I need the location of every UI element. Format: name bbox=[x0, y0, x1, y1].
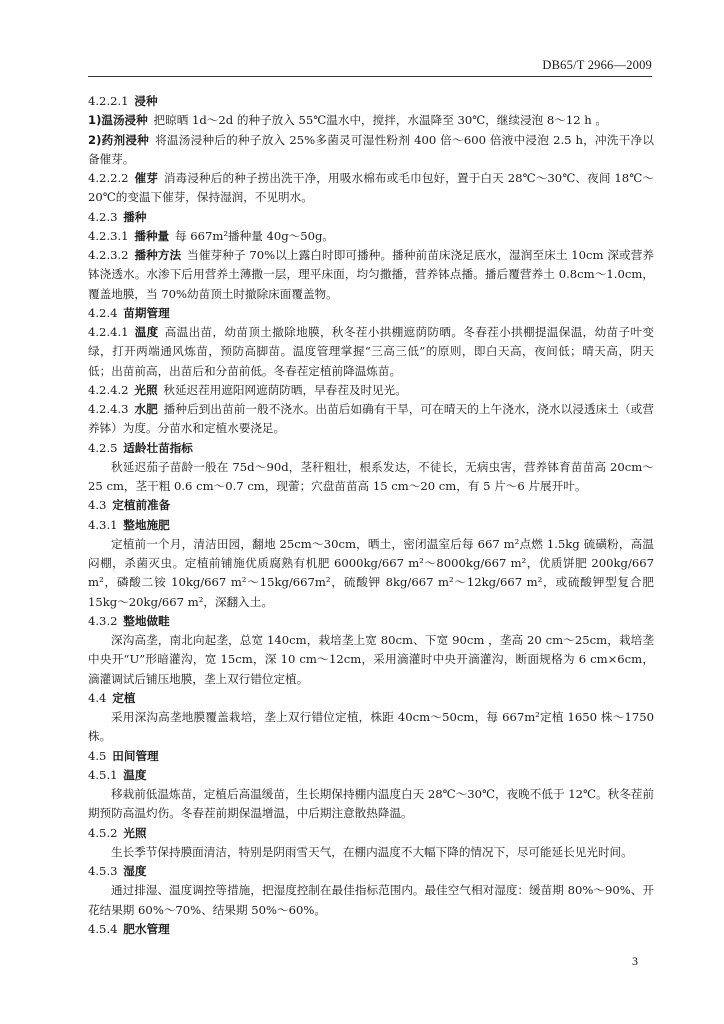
section-title: 播种方法 bbox=[134, 248, 182, 262]
section-number: 4.2.4.2 bbox=[88, 382, 129, 397]
section-number: 4.5.4 bbox=[88, 921, 118, 936]
section-s454 bbox=[88, 920, 654, 939]
page-number: 3 bbox=[632, 954, 638, 968]
section-title: 水肥 bbox=[134, 402, 158, 416]
section-number: 4.5.1 bbox=[88, 767, 118, 782]
section-s451 bbox=[88, 766, 654, 785]
section-s4232 bbox=[88, 246, 654, 304]
section-number: 4.5 bbox=[88, 748, 107, 763]
section-title: 催芽 bbox=[134, 171, 158, 185]
section-text: 当催芽种子 70%以上露白时即可播种。播种前苗床浇足底水，湿润至床土 10cm 深或营养钵浇透水。水渗下后用营养土薄撒一层，理平床面，均匀撒播，营养钵点播。播后覆营养土 0.8cm～1.0cm，覆盖地膜，当 70%幼苗顶土时撤除床面覆盖物。 bbox=[88, 248, 654, 301]
section-s44 bbox=[88, 689, 654, 708]
section-number: 4.3.2 bbox=[88, 613, 118, 628]
section-s423 bbox=[88, 208, 654, 227]
section-title: 适龄壮苗指标 bbox=[123, 440, 193, 455]
section-title: 湿度 bbox=[123, 864, 147, 878]
section-s424 bbox=[88, 304, 654, 323]
section-number: 4.2.2.1 bbox=[88, 94, 129, 108]
header-rule bbox=[88, 76, 652, 77]
section-s431 bbox=[88, 516, 654, 535]
section-number: 4.3 bbox=[88, 498, 107, 513]
section-number: 4.2.4.3 bbox=[88, 402, 129, 416]
section-number: 4.5.2 bbox=[88, 825, 118, 840]
section-number: 4.4 bbox=[88, 690, 107, 705]
section-title: 温度 bbox=[123, 767, 147, 782]
section-text: 高温出苗，幼苗顶土撤除地膜，秋冬茬小拱棚遮荫防晒。冬春茬小拱棚提温保温，幼苗子叶变绿，打开两端通风炼苗，预防高脚苗。温度管理掌握“三高三低”的原则，即白天高，夜间低；晴天高，阴天低；出苗前高，出苗后和分苗前低。冬春茬定植前降温炼苗。 bbox=[88, 325, 654, 378]
section-number: 4.5.3 bbox=[88, 864, 118, 878]
list-item-yj bbox=[88, 131, 654, 170]
list-item-label: 2)药剂浸种 bbox=[88, 132, 150, 147]
section-number: 4.2.5 bbox=[88, 440, 118, 455]
section-s425 bbox=[88, 439, 654, 458]
section-text: 消毒浸种后的种子捞出洗干净，用吸水棉布或毛巾包好，置于白天 28℃～30℃、夜间 18℃～20℃的变温下催芽，保持湿润，不见明水。 bbox=[88, 171, 654, 205]
paragraph-p453: 通过排湿、温度调控等措施，把湿度控制在最佳指标范围内。最佳空气相对湿度：缓苗期 80%～90%、开花结果期 60%～70%、结果期 50%～60%。 bbox=[88, 883, 654, 917]
section-title: 整地做畦 bbox=[123, 613, 170, 628]
paragraph-p431: 定植前一个月，清洁田园，翻地 25cm～30cm，晒土，密闭温室后每 667 m²点燃 1.5kg 硫磺粉，高温闷棚，杀菌灭虫。定植前铺施优质腐熟有机肥 6000kg/667 m²～8000kg/667 m²，优质饼肥 200kg/667 m²，磷酸二铵 10kg/667 m²～15kg/667m²，硫酸钾 8kg/667 m²～12kg/667 m²，或硫酸钾型复合肥 15kg～20kg/667 m²，深翻入土。 bbox=[88, 536, 654, 609]
section-s453 bbox=[88, 862, 654, 881]
section-title: 温度 bbox=[134, 325, 159, 339]
section-title: 整地施肥 bbox=[123, 517, 170, 532]
section-text: 每 667m²播种量 40g～50g。 bbox=[174, 228, 335, 243]
section-s452 bbox=[88, 824, 654, 843]
list-item-label: 1)温汤浸种 bbox=[88, 113, 148, 128]
section-title: 田间管理 bbox=[112, 748, 159, 763]
section-title: 光照 bbox=[123, 825, 147, 840]
standard-code: DB65/T 2966—2009 bbox=[542, 58, 652, 72]
section-number: 4.2.2.2 bbox=[88, 171, 129, 185]
paragraph-p432: 深沟高垄，南北向起垄，总宽 140cm，栽培垄上宽 80cm、下宽 90cm ，垄高 20 cm～25cm，栽培垄中央开“U”形暗灌沟，宽 15cm，深 10 cm～12cm，采用滴灌时中央开滴灌沟，断面规格为 6 cm×6cm，滴灌调试后铺压地膜，垄上双行错位定植。 bbox=[88, 633, 654, 686]
section-text: 播种后到出苗前一般不浇水。出苗后如确有干旱，可在晴天的上午浇水，浇水以浸透床土（或营养钵）为度。分苗水和定植水要浇足。 bbox=[88, 402, 654, 436]
section-s4242 bbox=[88, 381, 654, 400]
section-text: 秋延迟茬用遮阳网遮荫防晒，早春茬及时见光。 bbox=[163, 382, 407, 397]
section-title: 苗期管理 bbox=[123, 305, 170, 320]
section-title: 浸种 bbox=[134, 94, 158, 108]
section-s45 bbox=[88, 747, 654, 766]
section-s4241 bbox=[88, 323, 654, 381]
document-body bbox=[88, 92, 654, 939]
section-number: 4.2.3.2 bbox=[88, 248, 129, 262]
section-number: 4.3.1 bbox=[88, 517, 118, 532]
section-title: 播种 bbox=[123, 209, 147, 224]
section-number: 4.2.3.1 bbox=[88, 228, 129, 243]
section-s432 bbox=[88, 612, 654, 631]
section-title: 肥水管理 bbox=[123, 921, 170, 936]
list-item-wt bbox=[88, 111, 654, 130]
section-title: 光照 bbox=[134, 382, 158, 397]
section-s4231 bbox=[88, 227, 654, 246]
list-item-text: 把晾晒 1d～2d 的种子放入 55℃温水中，搅拌，水温降至 30℃，继续浸泡 8～12 h 。 bbox=[153, 113, 608, 128]
section-number: 4.2.4.1 bbox=[88, 325, 129, 339]
section-number: 4.2.3 bbox=[88, 209, 118, 224]
paragraph-p451: 移栽前低温炼苗，定植后高温缓苗，生长期保持棚内温度白天 28℃～30℃，夜晚不低于 12℃。秋冬茬前期预防高温灼伤。冬春茬前期保温增温，中后期注意散热降温。 bbox=[88, 787, 654, 821]
paragraph-p425: 秋延迟茄子苗龄一般在 75d～90d，茎秆粗壮，根系发达，不徒长，无病虫害，营养钵育苗苗高 20cm～25 cm，茎干粗 0.6 cm～0.7 cm，现蕾；穴盘苗苗高 15 cm～20 cm，有 5 片～6 片展开叶。 bbox=[88, 459, 654, 493]
section-s43 bbox=[88, 496, 654, 515]
section-s4222 bbox=[88, 169, 654, 208]
section-title: 播种量 bbox=[134, 228, 170, 243]
paragraph-p452: 生长季节保持膜面清洁，特别是阴雨雪天气，在棚内温度不大幅下降的情况下，尽可能延长见光时间。 bbox=[111, 844, 633, 859]
section-number: 4.2.4 bbox=[88, 305, 118, 320]
section-s4243 bbox=[88, 400, 654, 439]
section-s4221 bbox=[88, 92, 654, 111]
section-title: 定植 bbox=[112, 690, 136, 705]
paragraph-p44: 采用深沟高垄地膜覆盖栽培，垄上双行错位定植，株距 40cm～50cm，每 667m²定植 1650 株～1750 株。 bbox=[88, 710, 654, 744]
list-item-text: 将温汤浸种后的种子放入 25%多菌灵可湿性粉剂 400 倍～600 倍液中浸泡 2.5 h，冲洗干净以备催芽。 bbox=[88, 132, 654, 166]
section-title: 定植前准备 bbox=[112, 498, 171, 513]
